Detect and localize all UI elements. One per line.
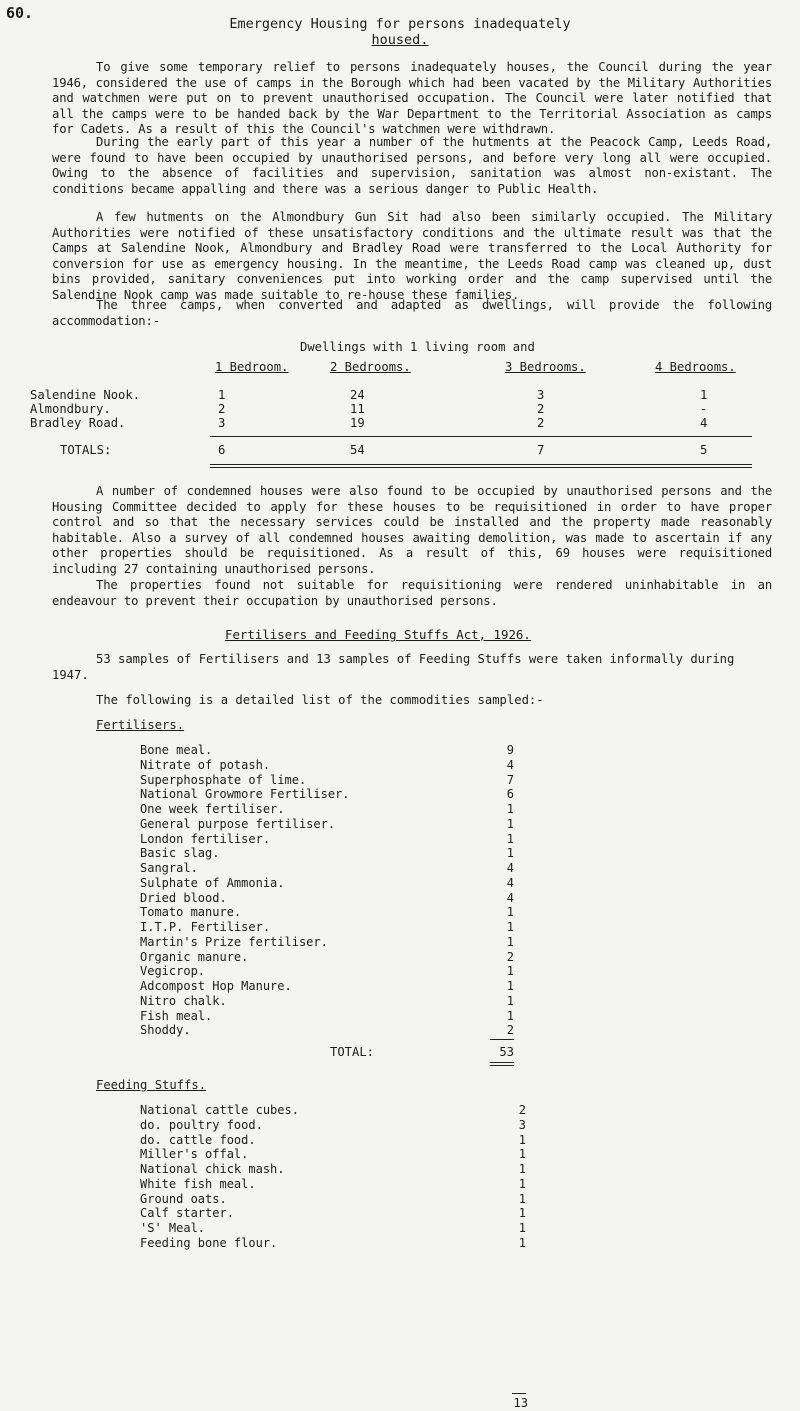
item-name: Nitrate of potash. xyxy=(140,757,271,772)
list-item xyxy=(140,1235,526,1251)
table-rule-bottom-2 xyxy=(210,467,752,468)
total-cell: 54 xyxy=(350,443,365,457)
list-item xyxy=(140,1103,526,1118)
total-cell: 6 xyxy=(218,443,226,457)
list-item xyxy=(140,758,520,773)
item-name: One week fertiliser. xyxy=(140,802,285,816)
list-item xyxy=(140,1221,526,1236)
list-item xyxy=(140,832,520,847)
item-count: 2 xyxy=(506,949,514,964)
item-count: 3 xyxy=(518,1117,526,1132)
section-title xyxy=(0,16,800,48)
item-name: Ground oats. xyxy=(140,1191,227,1206)
list-item xyxy=(140,743,520,758)
row-label-bradley: Bradley Road. xyxy=(30,416,126,430)
item-count: 1 xyxy=(506,846,514,861)
item-name: Sulphate of Ammonia. xyxy=(140,875,285,890)
list-item xyxy=(140,861,520,876)
list-item xyxy=(140,994,520,1009)
cell: 3 xyxy=(537,388,545,402)
cell: 2 xyxy=(218,402,226,416)
list-item xyxy=(140,920,520,935)
item-name: Organic manure. xyxy=(140,949,249,964)
item-count: 1 xyxy=(506,831,514,846)
fertilisers-list xyxy=(140,743,520,1043)
item-count: 1 xyxy=(518,1191,526,1206)
item-name: Sangral. xyxy=(140,861,198,875)
list-item xyxy=(140,979,520,994)
paragraph-condemned-houses: A number of condemned houses were also found to be occupied by unauthorised persons and the Housing Committee decided to apply for these houses to be requisitioned in order to have proper control and so that the necessary services could be installed and the property made reasonably habitable. Also a survey of all condemned houses awaiting demolition, was made to ascertain if any other properties should be requisitioned. As a result of this, 69 houses were requisitioned including 27 containing unauthorised persons. xyxy=(52,484,772,576)
item-name: Basic slag. xyxy=(140,846,220,861)
item-name: Vegicrop. xyxy=(140,964,206,979)
item-name: Calf starter. xyxy=(140,1206,234,1221)
item-count: 1 xyxy=(518,1147,526,1162)
item-count: 1 xyxy=(518,1162,526,1176)
cell: 24 xyxy=(350,388,365,402)
list-item xyxy=(140,846,520,861)
item-count: 1 xyxy=(506,934,514,949)
item-count: 1 xyxy=(518,1221,526,1235)
list-item xyxy=(140,787,520,802)
title-line-2: housed. xyxy=(371,32,429,48)
cell: 2 xyxy=(537,402,545,416)
paragraph-accommodation-intro: The three camps, when converted and adapted as dwellings, will provide the following accommodation:- xyxy=(52,298,772,328)
paragraph-peacock-camp: During the early part of this year a number of the hutments at the Peacock Camp, Leeds Road, were found to have been occupied by unauthorised persons, and before very long all were occupied. Owing to the absence of facilities and supervision, sanitation was almost non-existant. The conditions became appalling and there was a serious danger to Public Health. xyxy=(52,135,772,196)
detailed-list-intro: The following is a detailed list of the commodities sampled:- xyxy=(96,693,544,707)
item-name: do. poultry food. xyxy=(140,1117,263,1132)
item-count: 1 xyxy=(518,1176,526,1191)
item-name: Miller's offal. xyxy=(140,1147,249,1162)
item-count: 1 xyxy=(506,1008,514,1023)
item-count: 1 xyxy=(506,920,514,934)
item-count: 4 xyxy=(506,757,514,772)
item-count: 1 xyxy=(506,993,514,1008)
item-name: Tomato manure. xyxy=(140,905,242,920)
item-name: Superphosphate of lime. xyxy=(140,772,307,787)
item-name: 'S' Meal. xyxy=(140,1221,206,1235)
list-item xyxy=(140,964,520,979)
fertilisers-total-rule-bottom-2 xyxy=(490,1065,514,1066)
cell: 2 xyxy=(537,416,545,430)
item-count: 2 xyxy=(518,1103,526,1117)
list-item xyxy=(140,773,520,788)
fertilisers-total-label: TOTAL: xyxy=(330,1045,375,1059)
fertilisers-heading: Fertilisers. xyxy=(96,718,185,732)
col-header-1-bedroom: 1 Bedroom. xyxy=(215,360,289,374)
col-header-3-bedrooms: 3 Bedrooms. xyxy=(505,360,586,374)
list-item xyxy=(140,1191,526,1207)
fertilisers-intro-line-2: 1947. xyxy=(52,668,89,682)
item-name: Dried blood. xyxy=(140,890,227,905)
cell: 4 xyxy=(700,416,708,430)
paragraph-uninhabitable: The properties found not suitable for requisitioning were rendered uninhabitable in an endeavour to prevent their occupation by unauthorised persons. xyxy=(52,578,772,608)
title-line-1: Emergency Housing for persons inadequately xyxy=(229,16,571,32)
item-name: General purpose fertiliser. xyxy=(140,816,336,831)
item-count: 1 xyxy=(506,816,514,831)
list-item xyxy=(140,1206,526,1221)
row-label-salendine: Salendine Nook. xyxy=(30,388,141,402)
item-name: do. cattle food. xyxy=(140,1132,256,1147)
feeding-total-rule xyxy=(512,1393,526,1394)
feeding-stuffs-list xyxy=(140,1103,526,1263)
item-count: 1 xyxy=(518,1206,526,1221)
item-count: 4 xyxy=(506,890,514,905)
item-name: Bone meal. xyxy=(140,743,213,757)
item-name: National cattle cubes. xyxy=(140,1103,299,1117)
item-count: 1 xyxy=(518,1235,526,1250)
total-cell: 5 xyxy=(700,443,708,457)
fertilisers-total-rule-top xyxy=(490,1039,514,1040)
item-name: White fish meal. xyxy=(140,1176,256,1191)
cell: 1 xyxy=(218,388,226,402)
cell: 3 xyxy=(218,416,226,430)
list-item xyxy=(140,1117,526,1133)
fertilisers-total-value: 53 xyxy=(499,1045,514,1059)
fertilisers-total-rule-bottom-1 xyxy=(490,1062,514,1063)
table-rule-top xyxy=(210,436,752,437)
list-item xyxy=(140,1009,520,1024)
list-item xyxy=(140,1132,526,1148)
cell: 11 xyxy=(350,402,365,416)
page-number: 60. xyxy=(6,4,34,22)
table-super-header: Dwellings with 1 living room and xyxy=(300,340,535,354)
item-name: I.T.P. Fertiliser. xyxy=(140,920,271,934)
item-count: 1 xyxy=(506,905,514,920)
paragraph-camps: To give some temporary relief to persons inadequately houses, the Council during the year 1946, considered the use of camps in the Borough which had been vacated by the Military Authorities and watchmen were put on to prevent unauthorised occupation. The Council were later notified that all the camps were to be handed back by the War Department to the Territorial Association as camps for Cadets. As a result of this the Council's watchmen were withdrawn. xyxy=(52,60,772,137)
item-count: 1 xyxy=(518,1132,526,1147)
list-item xyxy=(140,817,520,832)
item-count: 7 xyxy=(506,772,514,787)
feeding-stuffs-heading: Feeding Stuffs. xyxy=(96,1078,207,1092)
list-item xyxy=(140,891,520,906)
item-count: 1 xyxy=(506,964,514,979)
item-name: Nitro chalk. xyxy=(140,993,227,1008)
item-name: National chick mash. xyxy=(140,1162,285,1176)
list-item xyxy=(140,1162,526,1177)
fertilisers-intro-line-1: 53 samples of Fertilisers and 13 samples of Feeding Stuffs were taken informally during xyxy=(96,652,735,666)
table-rule-bottom-1 xyxy=(210,464,752,465)
feeding-total-value: 13 xyxy=(513,1396,528,1410)
item-count: 1 xyxy=(506,802,514,816)
item-count: 4 xyxy=(506,861,514,875)
item-count: 2 xyxy=(506,1023,514,1038)
cell: - xyxy=(700,402,708,416)
list-item xyxy=(140,1147,526,1162)
list-item xyxy=(140,876,520,891)
totals-label: TOTALS: xyxy=(60,443,112,457)
cell: 1 xyxy=(700,388,708,402)
total-cell: 7 xyxy=(537,443,545,457)
paragraph-almondbury: A few hutments on the Almondbury Gun Sit had also been similarly occupied. The Military Authorities were notified of these unsatisfactory conditions and the ultimate result was that the Camps at Salendine Nook, Almondbury and Bradley Road were transferred to the Local Authority for conversion for use as emergency housing. In the meantime, the Leeds Road camp was cleaned up, dust bins provided, sanitary conveniences put into working order and the camp supervised until the Salendine Nook camp was made suitable to re-house these families. xyxy=(52,210,772,302)
cell: 19 xyxy=(350,416,365,430)
item-name: Adcompost Hop Manure. xyxy=(140,979,292,993)
list-item xyxy=(140,802,520,817)
item-count: 4 xyxy=(506,875,514,890)
list-item xyxy=(140,1176,526,1192)
list-item xyxy=(140,935,520,950)
fertilisers-act-heading: Fertilisers and Feeding Stuffs Act, 1926. xyxy=(225,627,531,642)
item-name: Martin's Prize fertiliser. xyxy=(140,934,328,949)
item-name: Feeding bone flour. xyxy=(140,1235,278,1250)
item-count: 9 xyxy=(506,743,514,757)
item-name: London fertiliser. xyxy=(140,831,271,846)
col-header-4-bedrooms: 4 Bedrooms. xyxy=(655,360,736,374)
item-count: 6 xyxy=(506,787,514,802)
item-count: 1 xyxy=(506,979,514,993)
row-label-almondbury: Almondbury. xyxy=(30,402,111,416)
item-name: Fish meal. xyxy=(140,1008,213,1023)
item-name: National Growmore Fertiliser. xyxy=(140,787,350,802)
list-item xyxy=(140,1023,520,1038)
item-name: Shoddy. xyxy=(140,1023,191,1038)
list-item xyxy=(140,905,520,920)
col-header-2-bedrooms: 2 Bedrooms. xyxy=(330,360,411,374)
list-item xyxy=(140,950,520,965)
